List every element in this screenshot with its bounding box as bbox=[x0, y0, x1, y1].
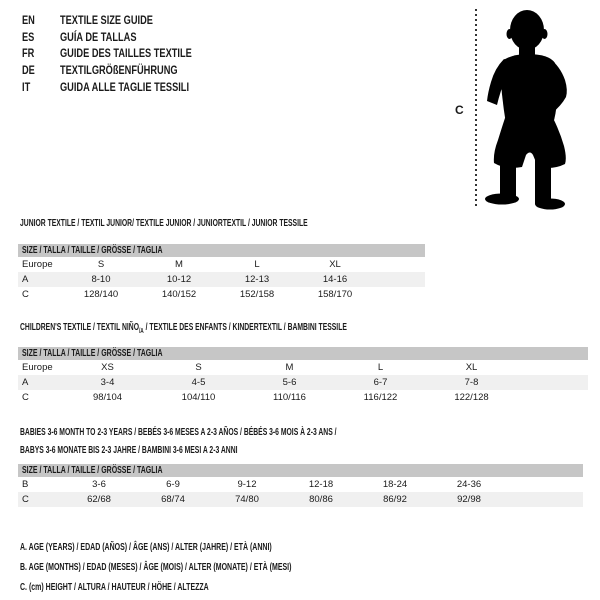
row-label: A bbox=[18, 375, 62, 390]
row-label: C bbox=[22, 392, 29, 403]
language-row-es bbox=[22, 29, 231, 46]
children-section-title-label bbox=[20, 322, 347, 338]
babies-title-line1: BABIES 3-6 MONTH TO 2-3 YEARS / BEBÉS 3-6 MESES A 2-3 AÑOS / BÉBÉS 3-6 MOIS À 2-3 ANS / bbox=[20, 427, 337, 438]
language-title bbox=[60, 63, 213, 77]
size-cell: M bbox=[285, 362, 294, 373]
size-header-bar bbox=[18, 347, 588, 360]
children-section-title bbox=[20, 322, 501, 338]
row-label: Europe bbox=[22, 362, 53, 373]
age-cell: 24-36 bbox=[456, 479, 482, 490]
babies-section-title bbox=[20, 427, 485, 462]
age-cell: 3-4 bbox=[62, 375, 153, 390]
height-cell: 152/158 bbox=[239, 289, 275, 300]
size-header-row bbox=[18, 464, 583, 477]
height-cell: 92/98 bbox=[432, 492, 506, 507]
filler-cell bbox=[506, 492, 583, 507]
language-code bbox=[22, 80, 60, 94]
language-title bbox=[60, 80, 228, 94]
filler-cell bbox=[506, 477, 583, 492]
height-cell: 62/68 bbox=[62, 492, 136, 507]
filler-cell bbox=[517, 375, 588, 390]
height-cell: 110/116 bbox=[273, 392, 306, 403]
height-cell: 74/80 bbox=[210, 492, 284, 507]
size-cell: XS bbox=[101, 362, 114, 373]
legend-line-a-label: A. AGE (YEARS) / EDAD (AÑOS) / ÂGE (ANS) / ALTER (JAHRE) / ETÀ (ANNI) bbox=[20, 542, 272, 554]
height-cm-row bbox=[18, 492, 583, 507]
age-cell: 8-10 bbox=[62, 272, 140, 287]
language-code-label: FR bbox=[22, 46, 35, 61]
children-title-part2: / TEXTILE DES ENFANTS / KINDERTEXTIL / BAMBINI TESSILE bbox=[143, 322, 347, 333]
junior-section-title bbox=[20, 218, 443, 230]
language-title-label: GUIDE DES TAILLES TEXTILE bbox=[60, 46, 192, 61]
language-code-label: DE bbox=[22, 63, 35, 78]
size-header-row bbox=[18, 244, 425, 257]
row-label: A bbox=[18, 272, 62, 287]
height-dotted-line bbox=[475, 9, 477, 208]
children-size-table bbox=[18, 347, 588, 405]
height-cell: 116/122 bbox=[363, 392, 398, 403]
size-header-bar bbox=[18, 244, 425, 257]
age-cell: 7-8 bbox=[426, 375, 517, 390]
language-row-fr bbox=[22, 45, 231, 62]
children-title-part1: CHILDREN'S TEXTILE / TEXTIL NIÑO bbox=[20, 322, 139, 333]
europe-sizes-row bbox=[18, 360, 588, 375]
language-row-en bbox=[22, 12, 231, 29]
junior-section-title-label: JUNIOR TEXTILE / TEXTIL JUNIOR/ TEXTILE JUNIOR / JUNIORTEXTIL / JUNIOR TESSILE bbox=[20, 218, 308, 229]
language-code bbox=[22, 30, 60, 44]
filler-cell bbox=[374, 287, 425, 302]
height-cm-row bbox=[18, 287, 425, 302]
age-years-row bbox=[18, 272, 425, 287]
height-cell: 86/92 bbox=[358, 492, 432, 507]
age-cell: 5-6 bbox=[244, 375, 335, 390]
language-row-de bbox=[22, 62, 231, 79]
age-cell: 3-6 bbox=[92, 479, 106, 490]
legend-line-c-label: C. (cm) HEIGHT / ALTURA / HAUTEUR / HÖHE / ALTEZZA bbox=[20, 581, 209, 593]
size-header-label: SIZE / TALLA / TAILLE / GRÖSSE / TAGLIA bbox=[22, 465, 163, 476]
age-cell: 12-18 bbox=[308, 479, 334, 490]
language-row-it bbox=[22, 78, 231, 95]
size-cell: XL bbox=[465, 362, 478, 373]
row-label: Europe bbox=[22, 259, 53, 270]
language-code bbox=[22, 63, 60, 77]
row-label: B bbox=[22, 479, 29, 490]
language-code-label: IT bbox=[22, 79, 31, 94]
legend-line-b-label: B. AGE (MONTHS) / EDAD (MESES) / ÂGE (MOIS) / ALTER (MONATE) / ETÀ (MESI) bbox=[20, 562, 292, 574]
age-cell: 12-13 bbox=[218, 272, 296, 287]
legend-line-c bbox=[20, 578, 408, 598]
language-code bbox=[22, 46, 60, 60]
row-label: C bbox=[22, 289, 29, 300]
row-label: C bbox=[18, 492, 62, 507]
language-title bbox=[60, 46, 231, 60]
size-cell: S bbox=[97, 259, 105, 270]
legend-line-a bbox=[20, 538, 408, 558]
height-cell: 158/170 bbox=[317, 289, 353, 300]
babies-size-table bbox=[18, 464, 583, 507]
language-code bbox=[22, 13, 60, 27]
age-cell: 18-24 bbox=[382, 479, 408, 490]
height-cm-row bbox=[18, 390, 588, 405]
height-cell: 128/140 bbox=[83, 289, 119, 300]
height-cell: 98/104 bbox=[92, 392, 123, 403]
legend-line-b bbox=[20, 558, 408, 578]
filler-cell bbox=[517, 360, 588, 375]
height-cell: 140/152 bbox=[161, 289, 197, 300]
size-cell: XL bbox=[329, 259, 341, 270]
junior-size-table bbox=[18, 244, 425, 302]
size-cell: S bbox=[195, 362, 202, 373]
age-years-row bbox=[18, 375, 588, 390]
size-header-label: SIZE / TALLA / TAILLE / GRÖSSE / TAGLIA bbox=[22, 348, 163, 359]
size-header-label: SIZE / TALLA / TAILLE / GRÖSSE / TAGLIA bbox=[22, 245, 163, 256]
size-header-bar bbox=[18, 464, 583, 477]
age-cell: 14-16 bbox=[296, 272, 374, 287]
children-title-subscript: /A bbox=[138, 328, 144, 335]
measurement-legend bbox=[20, 538, 408, 597]
height-cell: 68/74 bbox=[136, 492, 210, 507]
age-cell: 10-12 bbox=[140, 272, 218, 287]
age-cell: 9-12 bbox=[237, 479, 257, 490]
filler-cell bbox=[374, 272, 425, 287]
size-cell: M bbox=[175, 259, 183, 270]
height-cell: 104/110 bbox=[181, 392, 216, 403]
baby-silhouette-icon bbox=[483, 6, 578, 211]
language-title-label: GUÍA DE TALLAS bbox=[60, 29, 137, 44]
age-cell: 4-5 bbox=[153, 375, 244, 390]
language-title-label: TEXTILGRÖßENFÜHRUNG bbox=[60, 63, 178, 78]
height-cell: 122/128 bbox=[454, 392, 489, 403]
filler-cell bbox=[517, 390, 588, 405]
language-code-label: ES bbox=[22, 29, 35, 44]
height-cell: 80/86 bbox=[284, 492, 358, 507]
babies-title-line2: BABYS 3-6 MONATE BIS 2-3 JAHRE / BAMBINI 3-6 MESI A 2-3 ANNI bbox=[20, 444, 238, 456]
size-cell: L bbox=[254, 259, 260, 270]
size-header-row bbox=[18, 347, 588, 360]
language-title-list bbox=[22, 12, 231, 95]
language-code-label: EN bbox=[22, 13, 35, 28]
language-title bbox=[60, 13, 181, 27]
filler-cell bbox=[374, 257, 425, 272]
size-cell: L bbox=[377, 362, 384, 373]
language-title-label: TEXTILE SIZE GUIDE bbox=[60, 13, 153, 28]
age-cell: 6-9 bbox=[166, 479, 180, 490]
age-cell: 6-7 bbox=[335, 375, 426, 390]
language-title-label: GUIDA ALLE TAGLIE TESSILI bbox=[60, 79, 190, 94]
age-months-row bbox=[18, 477, 583, 492]
language-title bbox=[60, 30, 159, 44]
height-measure-label: C bbox=[455, 103, 464, 117]
europe-sizes-row bbox=[18, 257, 425, 272]
